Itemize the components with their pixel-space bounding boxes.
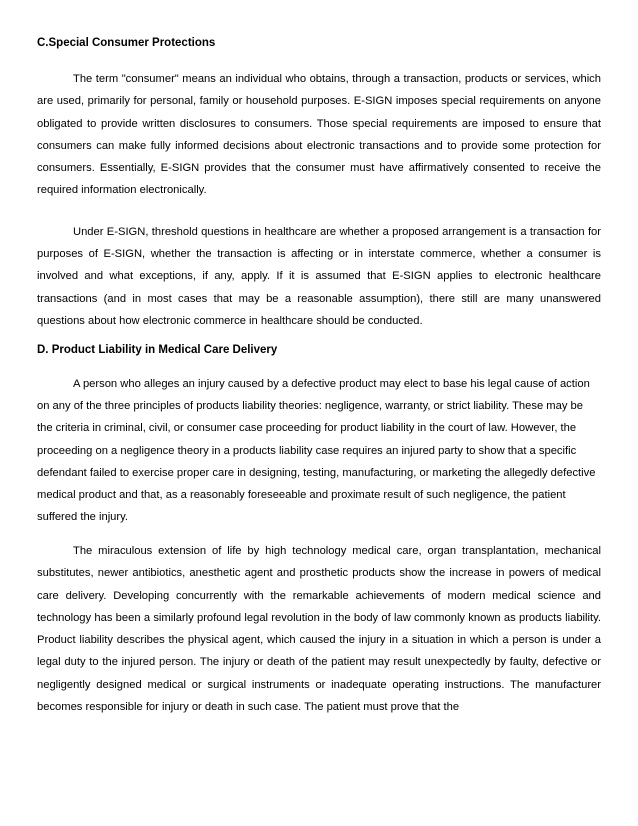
section-d bbox=[37, 343, 601, 718]
section-c bbox=[37, 36, 601, 332]
section-c-heading: C.Special Consumer Protections bbox=[37, 37, 216, 49]
section-c-paragraph-2: Under E-SIGN, threshold questions in healthcare are whether a proposed arrangement is a transaction for purposes of E-SIGN, whether the transaction is affecting or in interstate commerce, whether a consumer is involved and what exceptions, if any, apply. If it is assumed that E-SIGN applies to electronic healthcare transactions (and in most cases that may be a reasonable assumption), there still are many unanswered questions about how electronic commerce in healthcare should be conducted. bbox=[37, 225, 601, 327]
section-d-heading: D. Product Liability in Medical Care Delivery bbox=[37, 344, 278, 357]
section-c-paragraph-1: The term "consumer" means an individual who obtains, through a transaction, products or services, which are used, primarily for personal, family or household purposes. E-SIGN imposes special requirements on anyone obligated to provide written disclosures to consumers. Those special requirements are imposed to ensure that consumers can make fully informed decisions about electronic transactions and to provide some protection for consumers. Essentially, E-SIGN provides that the consumer must have affirmatively consented to receive the required information electronically. bbox=[37, 73, 601, 197]
section-d-paragraph-2: The miraculous extension of life by high technology medical care, organ transplantation, mechanical substitutes, newer antibiotics, anesthetic agent and prosthetic products show the increase in powers of medical care delivery. Developing concurrently with the remarkable achievements of modern medical science and technology has been a similarly profound legal revolution in the body of law commonly known as products liability. Product liability describes the physical agent, which caused the injury in a situation in which a person is under a legal duty to the injured person. The injury or death of the patient may result unexpectedly by faulty, defective or negligently designed medical or surgical instruments or inadequate operating instructions. The manufacturer becomes responsible for injury or death in such case. The patient must prove that the bbox=[37, 544, 601, 713]
document-page bbox=[37, 36, 601, 718]
section-d-paragraph-1: A person who alleges an injury caused by a defective product may elect to base his legal cause of action on any of the three principles of products liability theories: negligence, warranty, or strict liability. These may be the criteria in criminal, civil, or consumer case proceeding for product liability in the court of law. However, the proceeding on a negligence theory in a products liability case requires an injured party to show that a specific defendant failed to exercise proper care in designing, testing, manufacturing, or marketing the allegedly defective medical product and that, as a reasonably foreseeable and proximate result of such negligence, the patient suffered the injury. bbox=[37, 378, 596, 523]
